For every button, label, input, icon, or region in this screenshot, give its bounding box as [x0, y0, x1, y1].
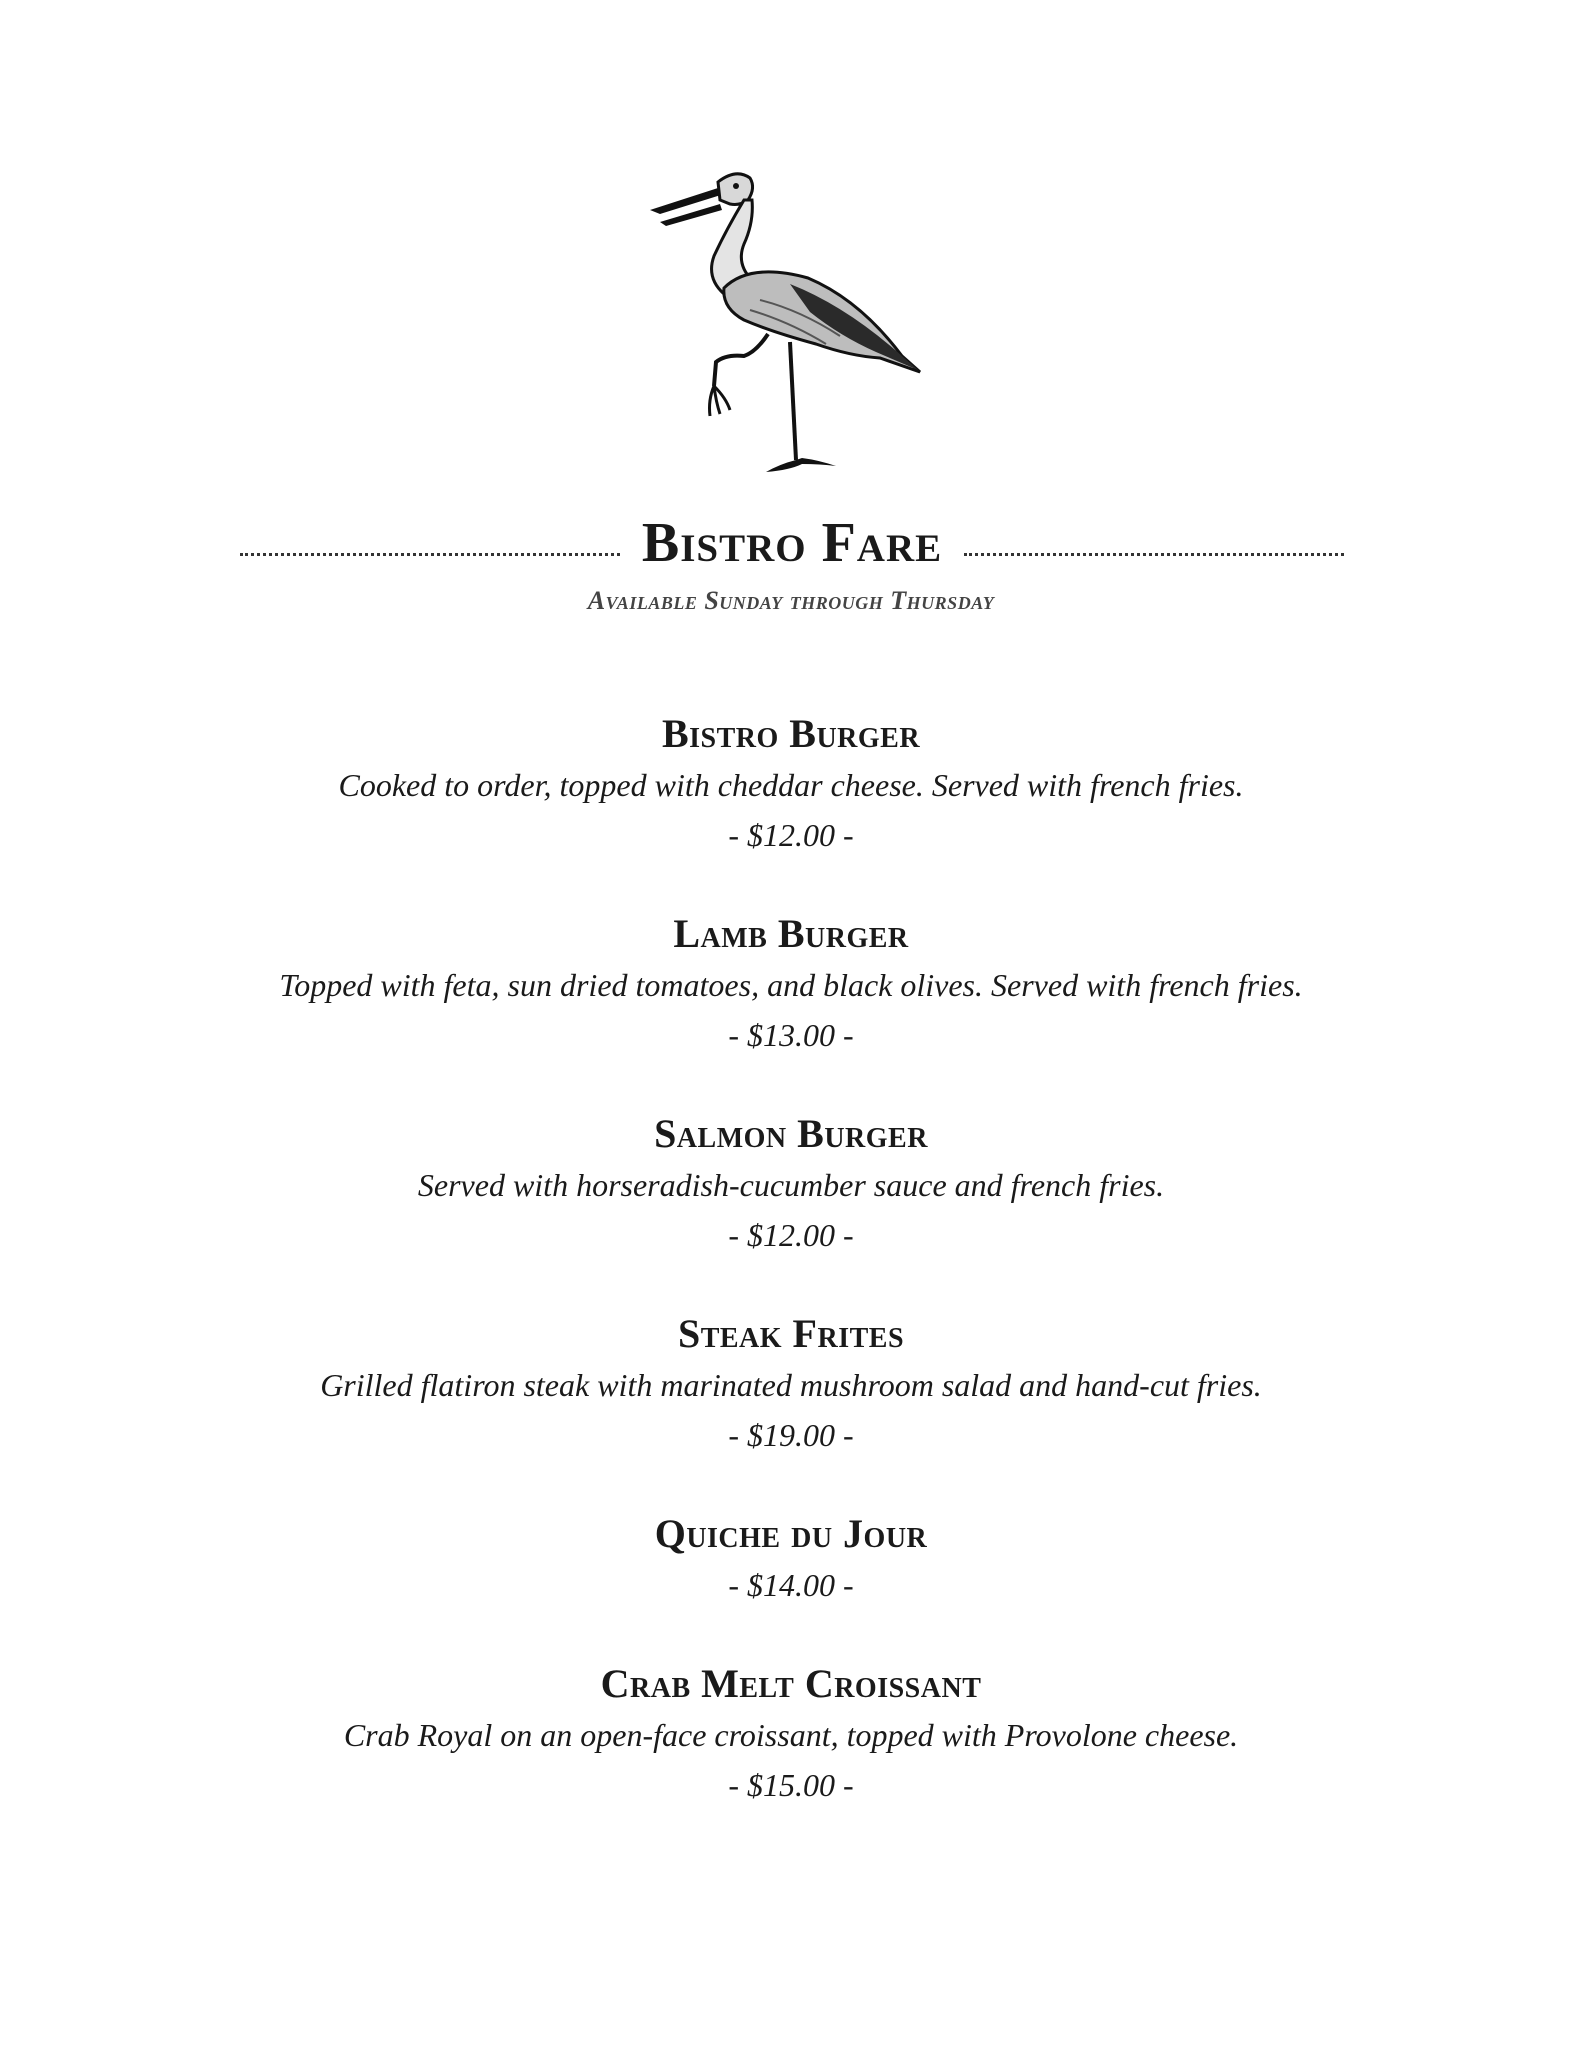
- menu-item: [0, 708, 1582, 860]
- item-description: Crab Royal on an open-face croissant, topped with Provolone cheese.: [343, 1717, 1239, 1753]
- item-name: Lamb Burger: [673, 911, 909, 956]
- item-price: - $19.00 -: [728, 1417, 854, 1453]
- item-price: - $13.00 -: [728, 1017, 854, 1053]
- item-name: Crab Melt Croissant: [600, 1661, 982, 1706]
- item-price: - $12.00 -: [728, 817, 854, 853]
- left-dotted-rule: [240, 553, 620, 556]
- item-name: Quiche du Jour: [654, 1511, 928, 1556]
- menu-item: [0, 1508, 1582, 1610]
- item-name: Salmon Burger: [654, 1111, 928, 1156]
- item-description: Topped with feta, sun dried tomatoes, and black olives. Served with french fries.: [279, 967, 1303, 1003]
- item-description: Cooked to order, topped with cheddar cheese. Served with french fries.: [338, 767, 1244, 803]
- menu-item: [0, 1108, 1582, 1260]
- menu-items: [0, 708, 1582, 1858]
- item-price: - $15.00 -: [728, 1767, 854, 1803]
- menu-item: [0, 908, 1582, 1060]
- item-description: Grilled flatiron steak with marinated mushroom salad and hand-cut fries.: [320, 1367, 1262, 1403]
- menu-item: [0, 1308, 1582, 1460]
- item-description: Served with horseradish-cucumber sauce and french fries.: [417, 1167, 1165, 1203]
- item-price: - $12.00 -: [728, 1217, 854, 1253]
- item-name: Steak Frites: [677, 1311, 905, 1356]
- page-title: Bistro Fare: [641, 512, 943, 574]
- title-row: [240, 508, 1344, 578]
- menu-item: [0, 1658, 1582, 1810]
- item-price: - $14.00 -: [728, 1567, 854, 1603]
- right-dotted-rule: [964, 553, 1344, 556]
- availability-note: Available Sunday through Thursday: [587, 586, 995, 615]
- heron-icon: [640, 160, 940, 478]
- item-name: Bistro Burger: [661, 711, 921, 756]
